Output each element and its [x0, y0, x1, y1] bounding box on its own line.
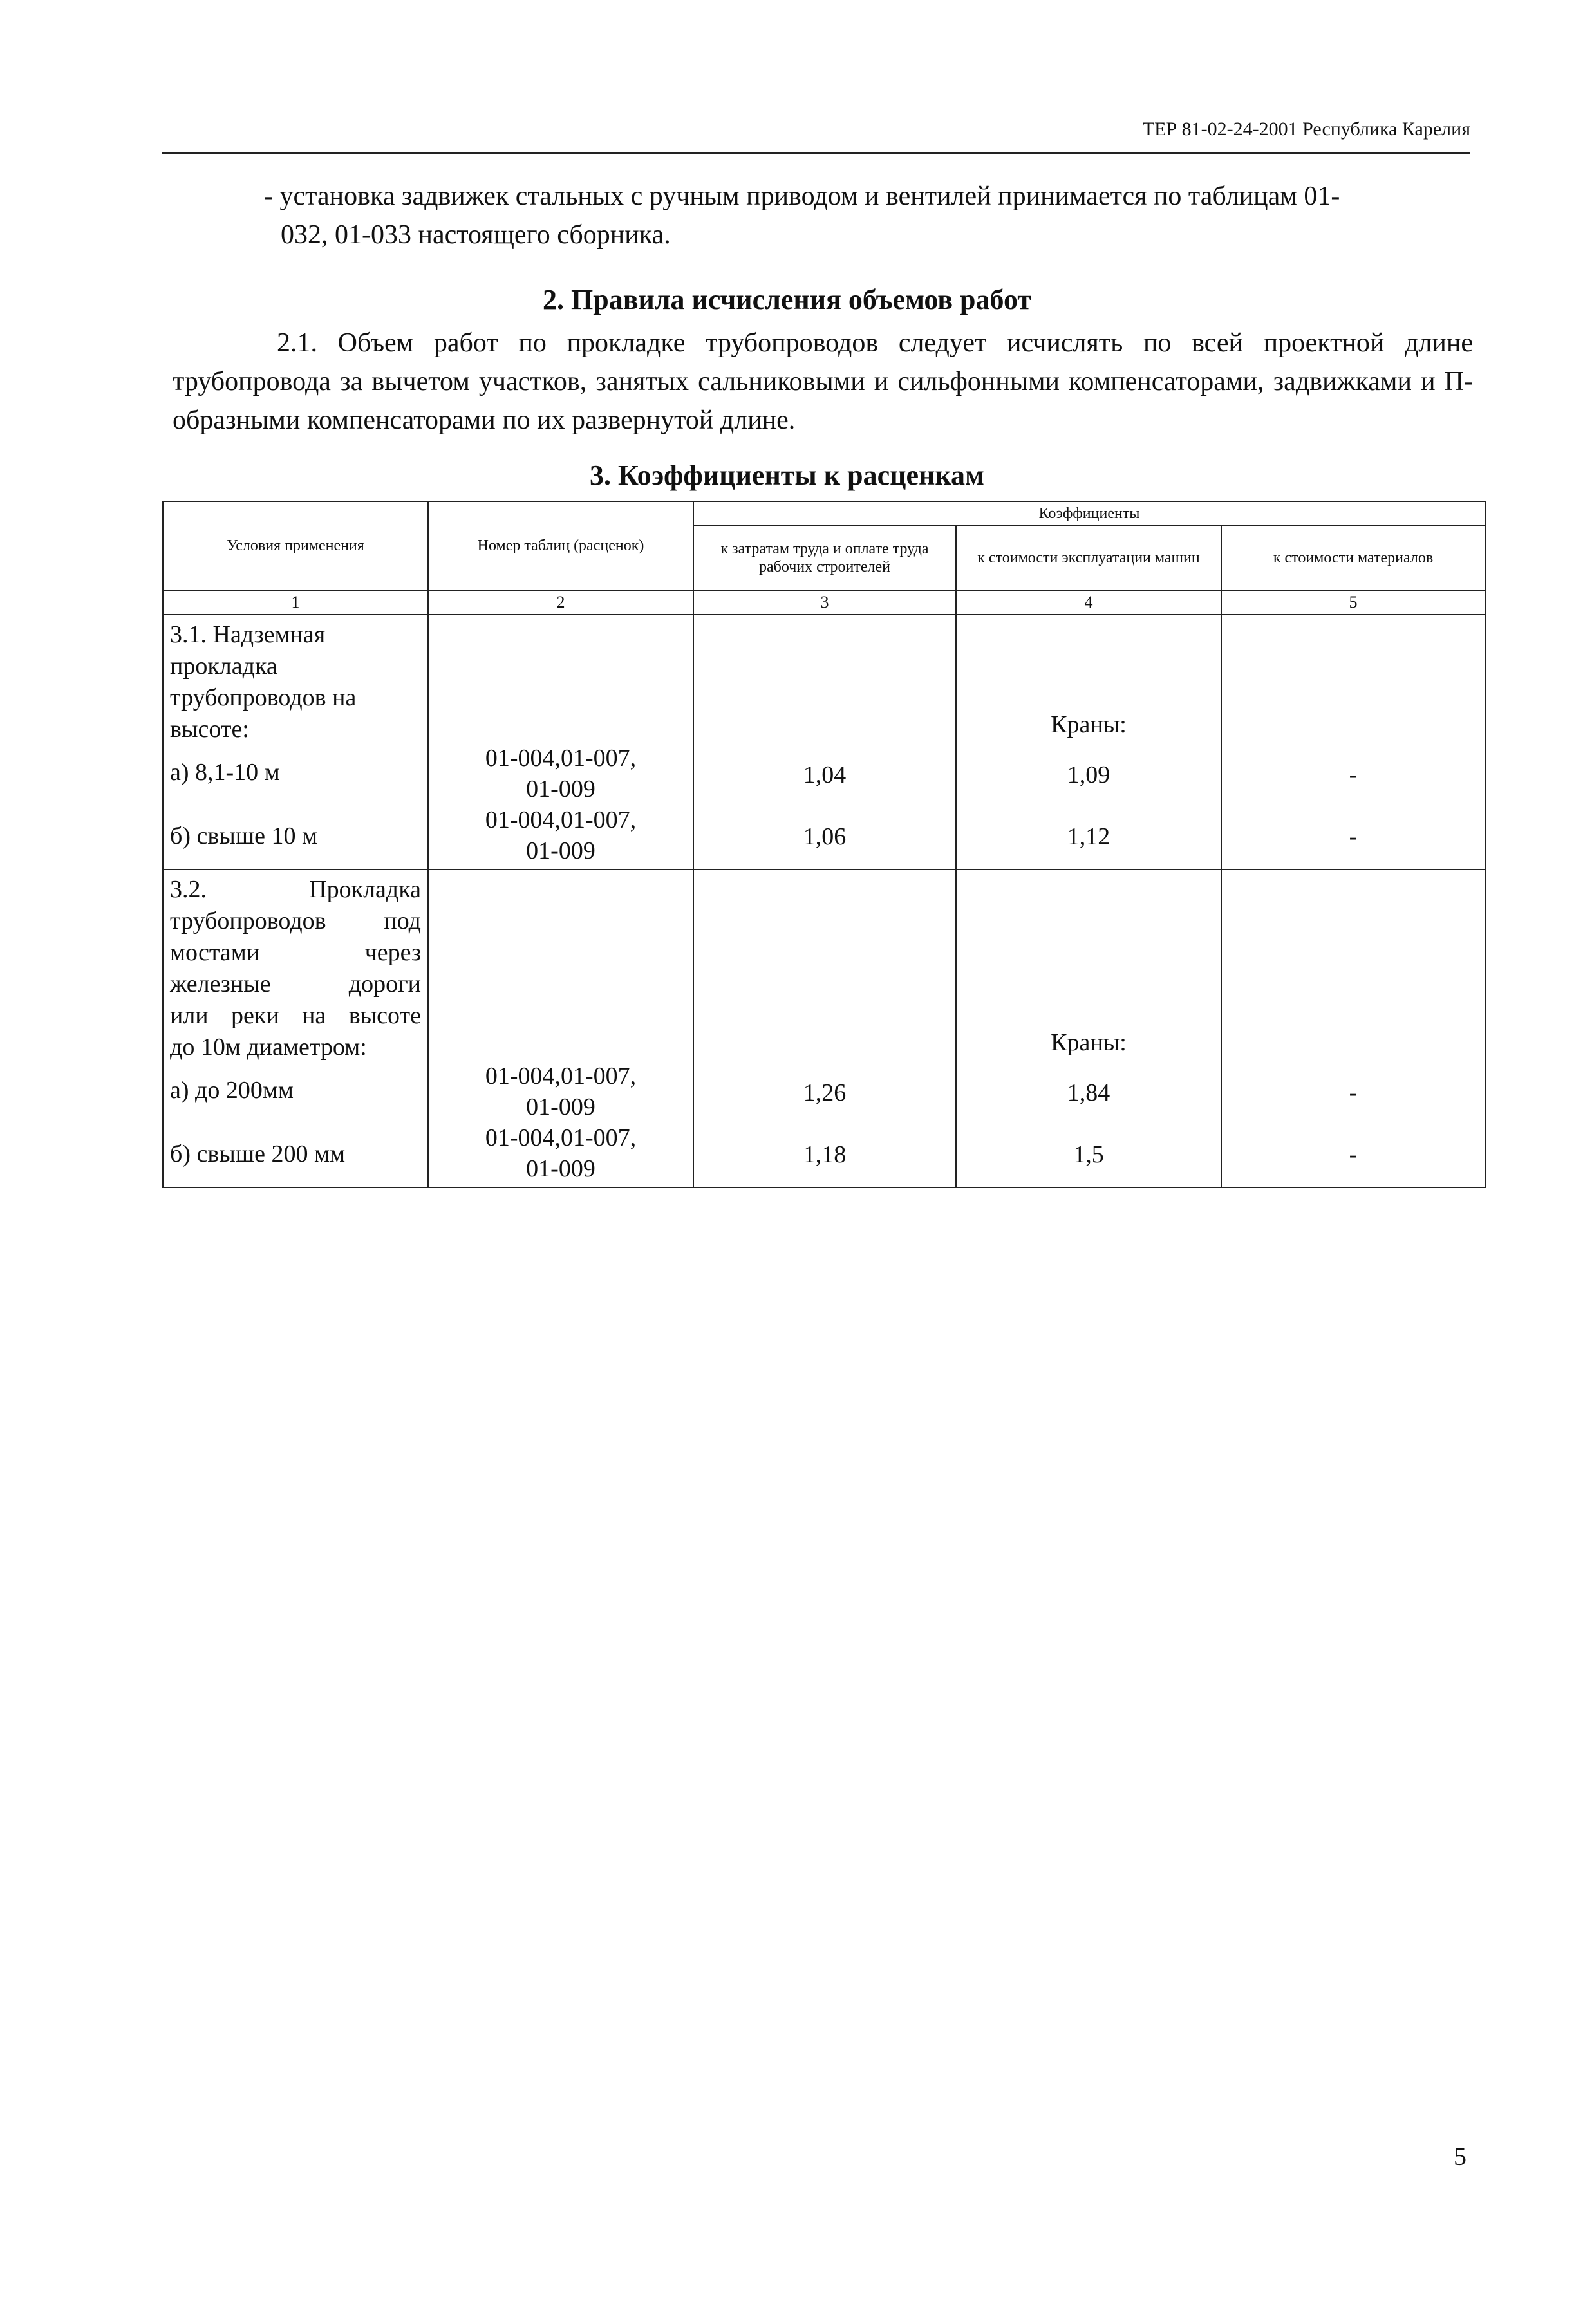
- table-number-line: 01-004,01-007,: [485, 806, 637, 833]
- row-label: б) свыше 200 мм: [170, 1140, 346, 1167]
- table-number-line: 01-004,01-007,: [485, 1063, 637, 1090]
- section-2-text: 2.1. Объем работ по прокладке трубопроводов следует исчислять по всей проектной длине трубопровода за вычетом участков, занятых сальниковыми и сильфонными компенсаторами, задвижками и П-образными компенсаторами по их развернутой длине.: [173, 328, 1473, 435]
- table-number-line: 01-009: [526, 1093, 595, 1120]
- table-number-line: 01-009: [526, 1155, 595, 1182]
- group-3-2-materials: [1221, 869, 1485, 1187]
- group-title-line: или реки на высоте: [170, 1002, 421, 1029]
- group-3-1-materials: [1221, 615, 1485, 869]
- section-2-title: 2. Правила исчисления объемов работ: [543, 284, 1031, 315]
- materials-value: -: [1349, 823, 1358, 850]
- col-number: 2: [428, 590, 693, 615]
- row-label: а) до 200мм: [170, 1077, 294, 1104]
- coefficients-table: [162, 501, 1486, 1188]
- header-machines: к стоимости эксплуатации машин: [956, 526, 1221, 590]
- group-title-line: трубопроводов на: [170, 684, 357, 711]
- running-header: [162, 116, 1470, 154]
- group-3-2-machines: [956, 869, 1221, 1187]
- group-title-line: 3.2. Прокладка: [170, 876, 421, 903]
- materials-value: -: [1349, 761, 1358, 788]
- group-title-line: трубопроводов под: [170, 907, 421, 934]
- section-3-title: 3. Коэффициенты к расценкам: [589, 460, 985, 491]
- materials-value: -: [1349, 1141, 1358, 1168]
- machines-value: 1,84: [1067, 1079, 1110, 1106]
- machines-value: 1,5: [1073, 1141, 1104, 1168]
- header-conditions: Условия применения: [163, 501, 428, 590]
- table-number-line: 01-009: [526, 776, 595, 803]
- table-group-3-1: [163, 615, 1485, 869]
- group-title-line: мостами через: [170, 939, 421, 966]
- group-3-2-labor: [693, 869, 956, 1187]
- group-3-2-table-numbers: [428, 869, 693, 1187]
- header-title: ТЕР 81-02-24-2001 Республика Карелия: [1142, 118, 1470, 140]
- group-3-2-conditions: [163, 869, 428, 1187]
- labor-value: 1,06: [803, 823, 847, 850]
- labor-value: 1,26: [803, 1079, 847, 1106]
- intro-line-1: - установка задвижек стальных с ручным приводом и вентилей принимается по таблицам 01-: [264, 181, 1340, 211]
- group-3-1-conditions: [163, 615, 428, 869]
- header-coefficients: Коэффициенты: [693, 501, 1485, 526]
- machines-value: 1,12: [1067, 823, 1110, 850]
- row-label: а) 8,1-10 м: [170, 759, 280, 786]
- table-number-line: 01-009: [526, 837, 595, 864]
- intro-line-2: 032, 01-033 настоящего сборника.: [281, 220, 671, 250]
- labor-value: 1,18: [803, 1141, 847, 1168]
- labor-value: 1,04: [803, 761, 847, 788]
- col-number: 3: [693, 590, 956, 615]
- col-number: 1: [163, 590, 428, 615]
- row-label: б) свыше 10 м: [170, 823, 318, 850]
- group-title-line: высоте:: [170, 716, 249, 743]
- cranes-note: Краны:: [1051, 711, 1127, 738]
- group-3-1-machines: [956, 615, 1221, 869]
- header-materials: к стоимости материалов: [1221, 526, 1485, 590]
- materials-value: -: [1349, 1079, 1358, 1106]
- machines-value: 1,09: [1067, 761, 1110, 788]
- group-title-line: до 10м диаметром:: [170, 1034, 367, 1061]
- group-3-1-labor: [693, 615, 956, 869]
- col-number: 4: [956, 590, 1221, 615]
- header-table-numbers: Номер таблиц (расценок): [428, 501, 693, 590]
- col-number: 5: [1221, 590, 1485, 615]
- group-title-line: железные дороги: [170, 971, 421, 998]
- cranes-note: Краны:: [1051, 1029, 1127, 1056]
- group-3-1-table-numbers: [428, 615, 693, 869]
- group-title-line: прокладка: [170, 653, 277, 680]
- table-group-3-2: [163, 869, 1485, 1187]
- table-number-line: 01-004,01-007,: [485, 745, 637, 772]
- header-labor: к затратам труда и оплате труда рабочих строителей: [693, 526, 956, 590]
- page-number: 5: [1454, 2142, 1466, 2171]
- group-title-line: 3.1. Надземная: [170, 621, 326, 648]
- table-number-line: 01-004,01-007,: [485, 1124, 637, 1151]
